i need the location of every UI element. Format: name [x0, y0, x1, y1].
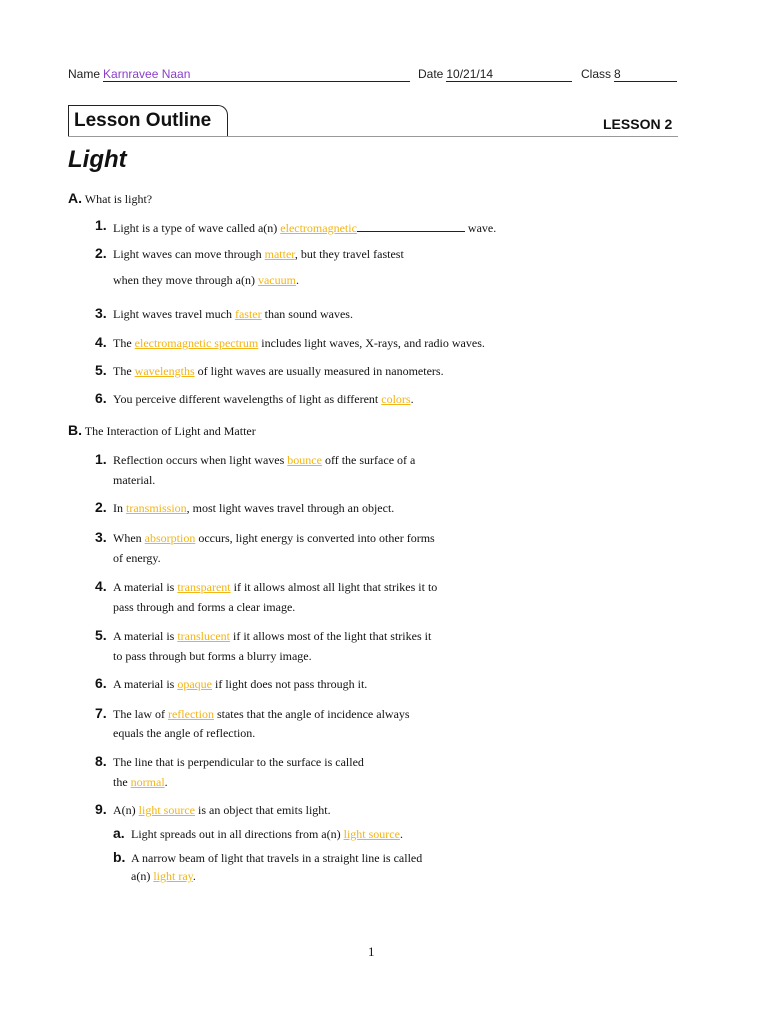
list-item	[113, 392, 414, 407]
item-text: .	[295, 273, 299, 287]
item-text: wave.	[464, 221, 497, 235]
item-number: 3.	[95, 305, 107, 321]
list-item-continuation: equals the angle of reflection.	[113, 726, 256, 740]
section-a-heading	[68, 190, 152, 207]
date-label: Date	[418, 67, 444, 81]
answer-text: light source	[138, 803, 195, 817]
item-text: Light waves travel much	[113, 307, 235, 321]
answer-text: absorption	[144, 531, 196, 545]
item-number: 7.	[95, 705, 107, 721]
name-label: Name	[68, 67, 101, 81]
item-text: than sound waves.	[261, 307, 353, 321]
list-item	[113, 247, 404, 262]
list-item-continuation: of energy.	[113, 551, 161, 565]
item-text: states that the angle of incidence always	[213, 707, 410, 721]
answer-text: electromagnetic spectrum	[134, 336, 259, 350]
item-text: Light spreads out in all directions from a(n)	[131, 827, 344, 841]
list-item	[113, 336, 485, 351]
item-number: 6.	[95, 390, 107, 406]
item-text: includes light waves, X-rays, and radio waves.	[258, 336, 485, 350]
lesson-outline-tab	[68, 105, 228, 136]
list-item-continuation	[113, 273, 299, 288]
answer-text: light source	[343, 827, 400, 841]
item-text: You perceive different wavelengths of light as different	[113, 392, 382, 406]
item-text: .	[192, 869, 196, 883]
page-title: Light	[68, 146, 127, 173]
list-item	[113, 453, 415, 468]
item-text: .	[410, 392, 414, 406]
item-number: 2.	[95, 245, 107, 261]
item-number: 4.	[95, 334, 107, 350]
item-text: occurs, light energy is converted into other forms	[195, 531, 435, 545]
answer-text: normal	[130, 775, 165, 789]
answer-text: faster	[234, 307, 262, 321]
list-item-continuation: to pass through but forms a blurry image.	[113, 649, 312, 663]
item-text: , most light waves travel through an object.	[186, 501, 395, 515]
item-text: is an object that emits light.	[195, 803, 331, 817]
item-text: Light is a type of wave called a(n)	[113, 221, 281, 235]
item-number: 9.	[95, 801, 107, 817]
answer-text: matter	[264, 247, 295, 261]
item-text: of light waves are usually measured in nanometers.	[194, 364, 444, 378]
class-label: Class	[581, 67, 612, 81]
item-text: A material is	[113, 629, 178, 643]
answer-text: opaque	[177, 677, 212, 691]
list-item	[113, 803, 331, 818]
list-item	[113, 219, 496, 236]
name-field	[68, 67, 410, 82]
list-item: The line that is perpendicular to the surface is called	[113, 755, 364, 769]
class-value: 8	[614, 67, 621, 81]
item-text: In	[113, 501, 126, 515]
item-text: a(n)	[131, 869, 154, 883]
item-text: the	[113, 775, 131, 789]
subitem-letter: a.	[113, 825, 125, 841]
item-text: .	[164, 775, 168, 789]
item-number: 8.	[95, 753, 107, 769]
class-underline	[614, 67, 677, 82]
item-text: if light does not pass through it.	[211, 677, 368, 691]
item-number: 5.	[95, 362, 107, 378]
lesson-outline-label: Lesson Outline	[74, 110, 212, 131]
item-text: A material is	[113, 677, 178, 691]
answer-text: transparent	[177, 580, 231, 594]
item-text: if it allows almost all light that strikes it to	[230, 580, 438, 594]
answer-text: transmission	[126, 501, 187, 515]
header-rule	[68, 136, 678, 137]
item-number: 6.	[95, 675, 107, 691]
answer-text: light ray	[153, 869, 193, 883]
item-text: .	[399, 827, 403, 841]
list-item-continuation: material.	[113, 473, 156, 487]
answer-text: wavelengths	[134, 364, 195, 378]
date-value: 10/21/14	[446, 67, 494, 81]
subitem-letter: b.	[113, 849, 126, 865]
list-item	[113, 707, 410, 722]
list-item-continuation	[113, 775, 168, 790]
name-value: Karnravee Naan	[103, 67, 191, 81]
item-text: , but they travel fastest	[294, 247, 404, 261]
answer-text: translucent	[177, 629, 230, 643]
lesson-number: LESSON 2	[603, 116, 673, 132]
item-text: when they move through a(n)	[113, 273, 258, 287]
list-item	[113, 531, 435, 546]
item-number: 1.	[95, 451, 107, 467]
item-number: 3.	[95, 529, 107, 545]
answer-text: reflection	[167, 707, 214, 721]
answer-text: colors	[381, 392, 411, 406]
item-text: off the surface of a	[321, 453, 416, 467]
item-text: When	[113, 531, 145, 545]
answer-text: vacuum	[257, 273, 296, 287]
item-number: 2.	[95, 499, 107, 515]
subitem	[131, 827, 403, 842]
section-letter: A.	[68, 190, 82, 206]
item-text: A(n)	[113, 803, 139, 817]
subitem-continuation	[131, 869, 196, 884]
list-item	[113, 364, 444, 379]
item-number: 4.	[95, 578, 107, 594]
section-heading: What is light?	[84, 192, 153, 206]
item-text: if it allows most of the light that strikes it	[229, 629, 432, 643]
subitem: A narrow beam of light that travels in a straight line is called	[131, 851, 423, 865]
item-text: The	[113, 336, 135, 350]
section-heading: The Interaction of Light and Matter	[84, 424, 256, 438]
list-item	[113, 580, 437, 595]
item-text: Reflection occurs when light waves	[113, 453, 288, 467]
name-underline	[103, 67, 410, 82]
class-field	[581, 67, 677, 82]
list-item	[113, 307, 353, 322]
date-underline	[446, 67, 572, 82]
answer-underline	[357, 219, 465, 232]
date-field	[418, 67, 572, 82]
list-item	[113, 677, 367, 692]
item-text: The law of	[113, 707, 168, 721]
list-item	[113, 501, 394, 516]
page-number: 1	[368, 944, 375, 959]
section-b-heading	[68, 422, 256, 439]
section-letter: B.	[68, 422, 82, 438]
answer-text: electromagnetic	[280, 221, 357, 235]
list-item	[113, 629, 431, 644]
item-number: 5.	[95, 627, 107, 643]
answer-text: bounce	[287, 453, 322, 467]
item-text: A material is	[113, 580, 178, 594]
item-text: The	[113, 364, 135, 378]
item-text: Light waves can move through	[113, 247, 265, 261]
list-item-continuation: pass through and forms a clear image.	[113, 600, 296, 614]
item-number: 1.	[95, 217, 107, 233]
